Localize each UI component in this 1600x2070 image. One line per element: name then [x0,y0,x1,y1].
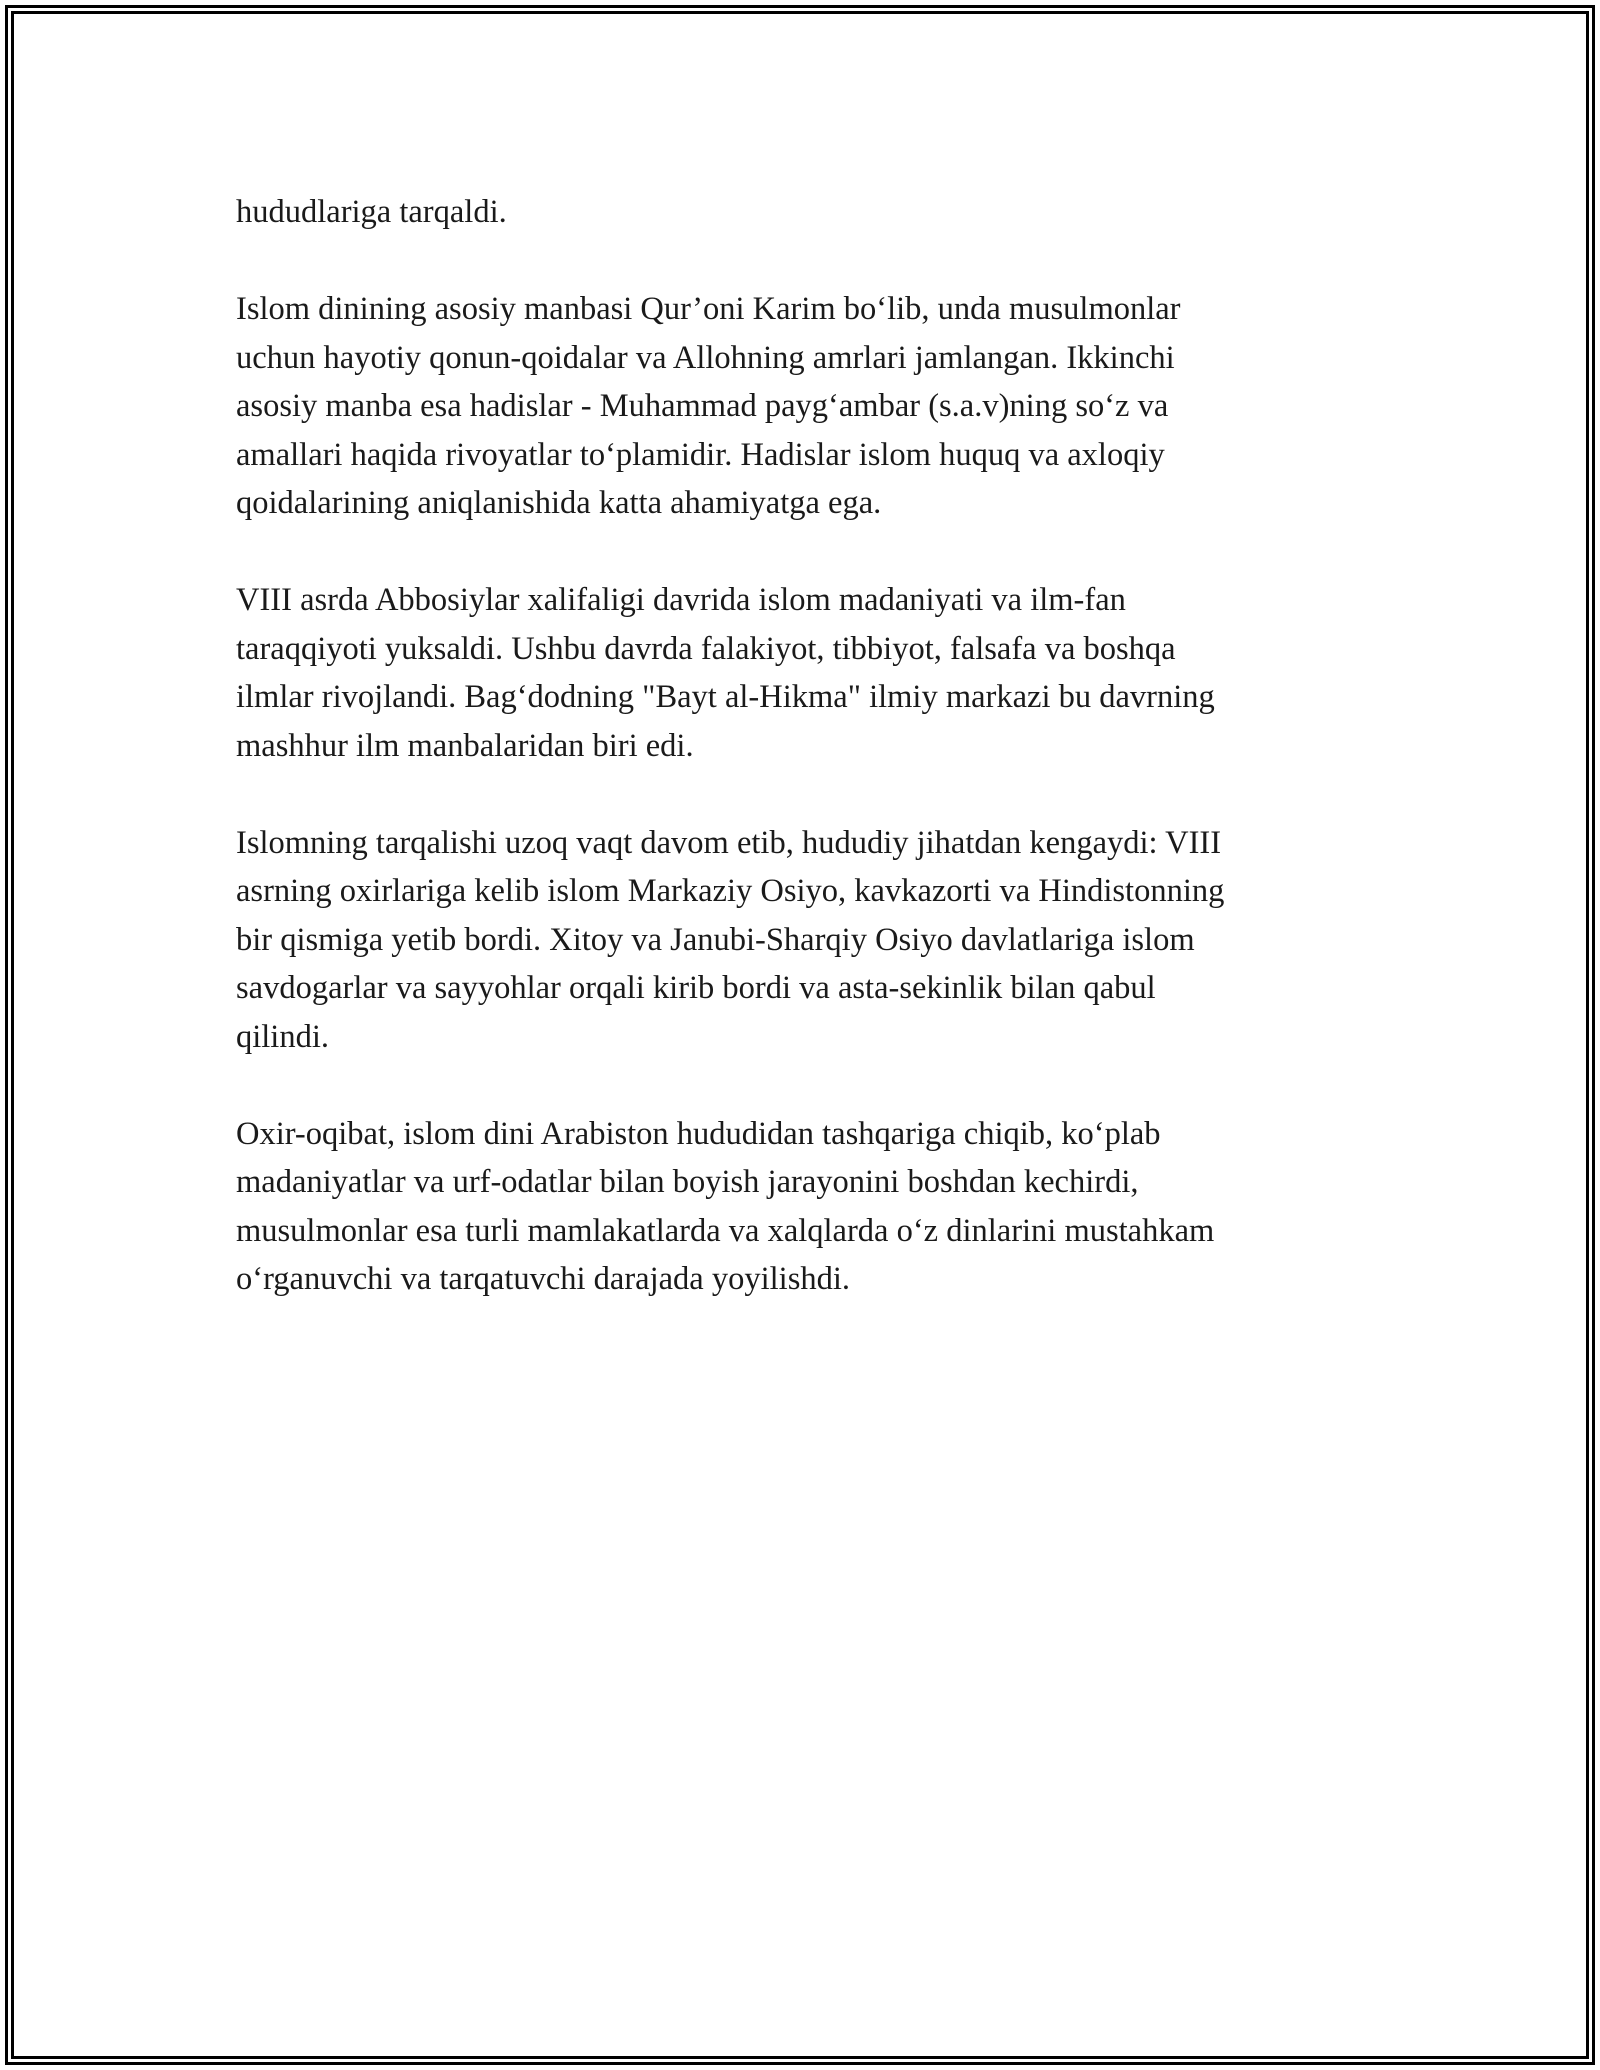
text-line: asrning oxirlariga kelib islom Markaziy Osiyo, kavkazorti va Hindistonning [236,873,1225,909]
text-line: amallari haqida rivoyatlar to‘plamidir. Hadislar islom huquq va axloqiy [236,436,1165,473]
text-line: hududlariga tarqaldi. [236,194,507,230]
text-line: madaniyatlar va urf-odatlar bilan boyish jarayonini boshdan kechirdi, [236,1164,1139,1200]
text-line: qoidalarining aniqlanishida katta ahamiyatga ega. [236,485,882,521]
text-line: taraqqiyoti yuksaldi. Ushbu davrda falakiyot, tibbiyot, falsafa va boshqa [236,630,1176,667]
paragraph-5 [236,1110,1366,1304]
text-line: savdogarlar va sayyohlar orqali kirib bordi va asta-sekinlik bilan qabul [236,970,1156,1006]
text-line: Islomning tarqalishi uzoq vaqt davom etib, hududiy jihatdan kengaydi: VIII [236,824,1222,861]
text-line: bir qismiga yetib bordi. Xitoy va Janubi-Sharqiy Osiyo davlatlariga islom [236,921,1195,958]
text-line: qilindi. [236,1018,329,1055]
document-body [236,188,1366,1352]
text-line: mashhur ilm manbalaridan biri edi. [236,727,694,764]
paragraph-1 [236,188,1366,237]
text-line: uchun hayotiy qonun-qoidalar va Allohning amrlari jamlangan. Ikkinchi [236,339,1175,376]
text-line: Oxir-oqibat, islom dini Arabiston hududidan tashqariga chiqib, ko‘plab [236,1115,1161,1152]
paragraph-4 [236,819,1366,1062]
text-line: musulmonlar esa turli mamlakatlarda va xalqlarda o‘z dinlarini mustahkam [236,1212,1215,1249]
text-line: ilmlar rivojlandi. Bag‘dodning "Bayt al-Hikma" ilmiy markazi bu davrning [236,679,1215,715]
text-line: asosiy manba esa hadislar - Muhammad payg‘ambar (s.a.v)ning so‘z va [236,388,1169,424]
text-line: o‘rganuvchi va tarqatuvchi darajada yoyilishdi. [236,1261,850,1297]
paragraph-3 [236,576,1366,770]
text-line: VIII asrda Abbosiylar xalifaligi davrida islom madaniyati va ilm-fan [236,582,1126,618]
text-line: Islom dinining asosiy manbasi Qur’oni Karim bo‘lib, unda musulmonlar [236,291,1181,327]
paragraph-2 [236,285,1366,528]
